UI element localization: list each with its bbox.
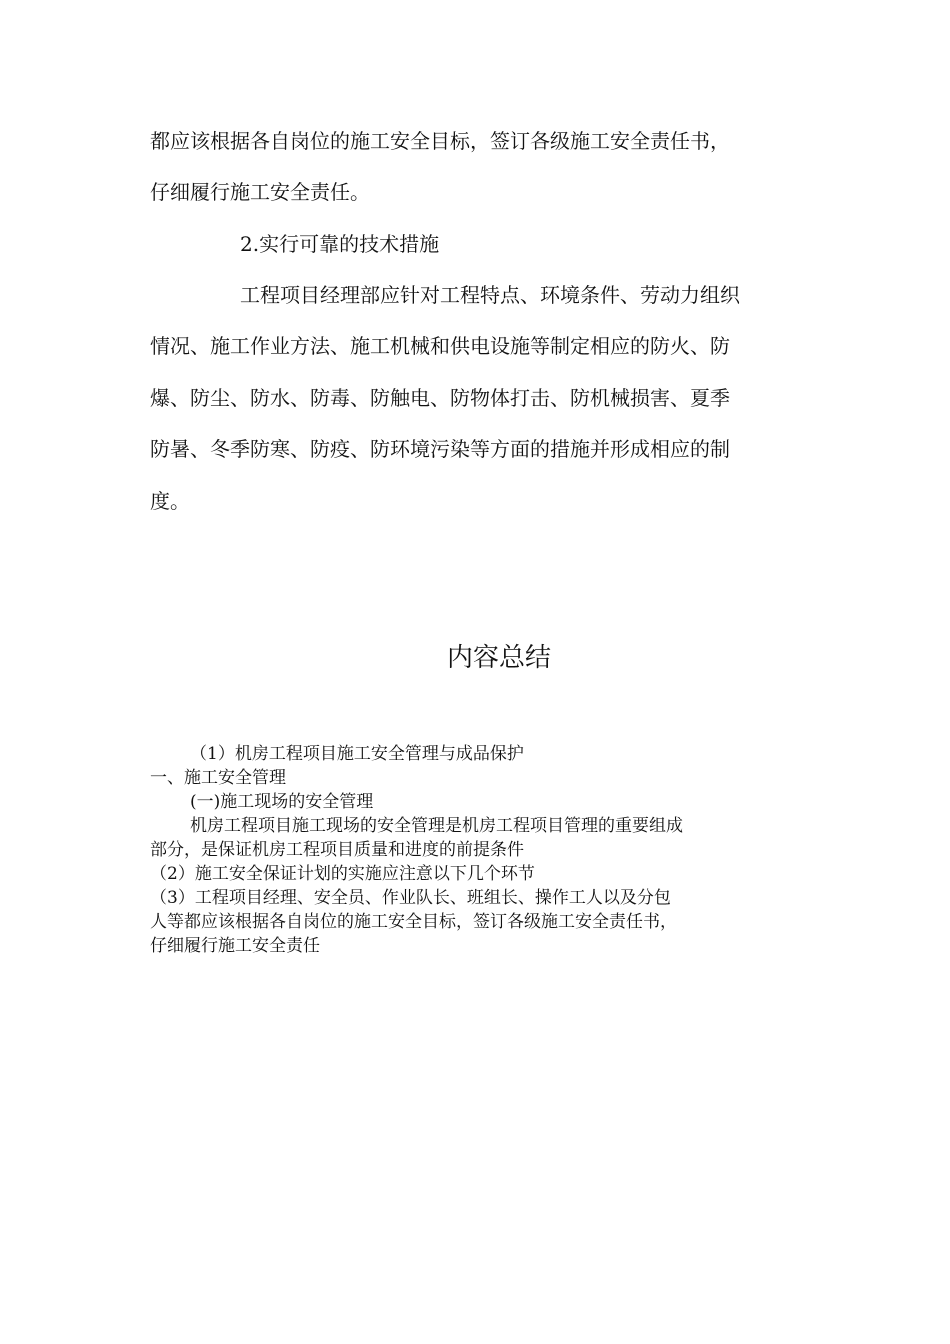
body-line: 仔细履行施工安全责任。 [150,180,370,204]
body-line: 防暑、冬季防寒、防疫、防环境污染等方面的措施并形成相应的制 [150,437,730,461]
summary-line: 机房工程项目施工现场的安全管理是机房工程项目管理的重要组成 [190,816,683,836]
summary-line: (一)施工现场的安全管理 [190,792,374,812]
summary-line: 一、施工安全管理 [150,768,286,788]
body-line: 工程项目经理部应针对工程特点、环境条件、劳动力组织 [240,283,740,307]
body-line: 度。 [150,489,190,513]
body-line: 都应该根据各自岗位的施工安全目标，签订各级施工安全责任书， [150,129,730,153]
summary-line: （2）施工安全保证计划的实施应注意以下几个环节 [150,864,535,884]
summary-line: 人等都应该根据各自岗位的施工安全目标，签订各级施工安全责任书， [150,912,677,932]
summary-line: （1）机房工程项目施工安全管理与成品保护 [190,744,524,764]
section-heading: 2.实行可靠的技术措施 [240,232,440,256]
body-line: 情况、施工作业方法、施工机械和供电设施等制定相应的防火、防 [150,334,730,358]
body-line: 爆、防尘、防水、防毒、防触电、防物体打击、防机械损害、夏季 [150,386,730,410]
summary-line: 仔细履行施工安全责任 [150,936,320,956]
summary-line: （3）工程项目经理、安全员、作业队长、班组长、操作工人以及分包 [150,888,671,908]
summary-line: 部分，是保证机房工程项目质量和进度的前提条件 [150,840,524,860]
summary-title: 内容总结 [447,643,552,673]
